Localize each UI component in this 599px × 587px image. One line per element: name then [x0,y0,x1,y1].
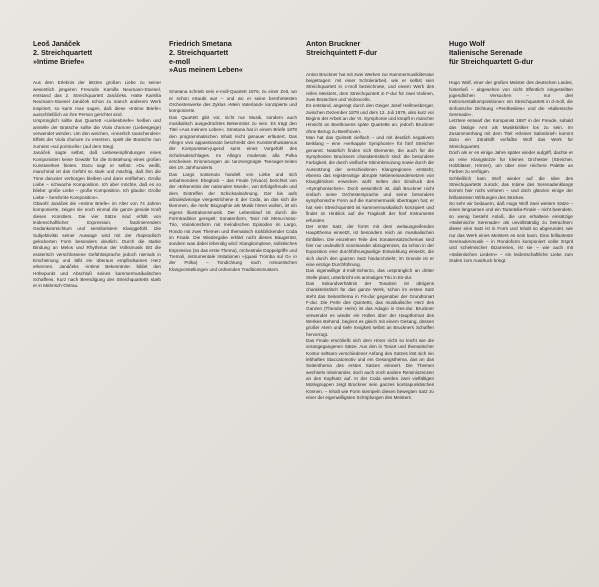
work-subtitle: »Intime Briefe« [33,56,85,66]
paragraph: Ursprünglich sollte das Quartett »Liebesbriefe« heißen und anstelle der Bratsche sollte die Viola d'amore (Liebesgeige) verwendet werden. Um den weichen, »innerlich rauschenden« Effekt der Viola d'amore zu ersetzen, spielt die Bratsche nun zumeist »sul ponticello« (auf dem Steg). [33,118,161,149]
paragraph: Doch als er es einige Jahre später wieder aufgriff, dachte er an eine Klangskizze für kleines Orchester (Streicher, Holzbläser, Hörner), um über eine reichere Palette an Farben zu verfügen. [449,150,573,175]
paragraph: Hugo Wolf, einer der großen Meister des deutschen Liedes, hinterließ – abgesehen von nicht öffentlich eingestellten jugendlichen Versuchen – nur drei Instrumentalkompositionen: ein Streichquartett in d-moll, die sinfonische Dichtung »Penthesilea« und die »Italienische Serenade«. [449,80,573,118]
work-title: Italienische Serenade [449,47,523,57]
column-wolf [449,40,573,264]
composer-name: Friedrich Smetana [169,39,232,48]
composer-name: Leoš Janáček [33,39,81,48]
column-body [449,80,573,264]
column-body [169,89,297,273]
column-janacek [33,40,161,290]
paragraph: Das eigenwillige d-moll-Scherzo, das ursprünglich an dritter Stelle plant, unterbricht ein anmutiges Trio in Es-dur. [306,268,434,280]
paragraph: Smetana schrieb sein e-moll-Quartett 1876, zu einer Zeit, wo er schon ertaubt war – und wo er seine berühmtesten Orchesterwerke des Zyklus »Mein Vaterland« konzipierte und komponierte. [169,89,297,114]
paragraph: Schließlich kam Wolf wieder auf die Idee des Streichquartetts zurück; das Intime des Serenadenklangs kommt hier nicht verloren – und doch glänzen einige der brillantesten Wirkungen des Stückes. [449,175,573,200]
column-smetana [169,40,297,273]
column-body [306,72,434,402]
column-heading [449,40,573,66]
column-heading [306,40,434,58]
paragraph: Man hat das Quintett vielfach – und mit deutlich negativem Beiklang – eine »verkappte Symphonie« für fünf Streicher genannt. Natürlich finden sich Elemente, die auch für die Symphonien Bruckners charakteristisch sind: die besondere Farbigkeit, die durch vielfache Stimmkreuzung sowie durch die Ausnützung der verschiedenen Klangregionen entsteht, ebenso das registerartige abrupte Nebeneinandersetzen von Klangblöcken erwecken wohl selten den Eindruck des »Symphonischen«. Doch wesentlich ist, daß Bruckner nicht einfach seine Orchestersprache und seine besondere symphonische Form auf die Kammermusik übertragen hat; er hat sein Streichquintett ist kammermusikalisch konzipiert und findet im Hinblick auf die Tragkraft der fünf Instrumente erfunden. [306,135,434,223]
paragraph: Anton Bruckner hat mit zwei Werken zur Kammermusikliteratur beigetragen: mit einer Schülerarbeit, wie er selbst sein Streichquartett in c-moll bezeichnete, und einem Werk des reifen Meisters, dem Streichquintett in F-dur für zwei Violinen, zwei Bratschen und Violoncello. [306,71,434,102]
work-title: 2. Streichquartett [169,47,229,57]
work-subtitle: »Aus meinem Leben« [169,65,243,75]
column-bruckner [306,40,434,401]
paragraph: Der erste Satz, der formt mit dem weitausgreifenden Hauptthema einsetzt, ist besonders reich an musikalischen Einfällen. Die einzelnen Teile des Sonatensatzschemas sind hier nur undeutlich voneinander abzugrenzen, da schon in der Exposition eine durchführungsartige Entwicklung einsetzt, die sich durch den ganzen Satz hindurchzieht; im Grunde ist er eine einzige Durchführung. [306,223,434,267]
paragraph: Das Largo sostenuto handelt von Liebe und sich anbahnendem Eheglück – das Finale (Vivace) berichtet von der »Erkenntnis der nationalen Musik«, von Erfolgsfreude und dem Eintreffen der Schicksalsahnung. Der bis aufs allzuleidvinnige viergestrichene E der Coda, an das sich die klemmen, die mehr Biographie als Musik hören wollen, ist ein eigens illustrationsmusik. Der Lebenslauf ist durch die Formtradition geregelt: Sonatenform, Tanz mit Menu-moso-Trio, Variationsform mit melodischen Episoden im Largo, Rondo mit zwei Themen und thematisch rückblickender Coda im Finale. Die Wiedergabe erklärt nicht dieses Baugerüst, sondern was dabei lebendig wird: Klangkomplexe, solistisches Espressivo (so das erste Thema), orchestrale Doppelgriffe und Tremoli, instrumentale Imitationen »(quasi Tromba sul G« in der Polka) – Tondichtung nach romantischen Klangvorstellungen und ordnenden Traditionsmustern. [169,171,297,272]
composer-name: Hugo Wolf [449,39,485,48]
paragraph: Das Finale erschließt sich dem Hörer nicht so leicht wie die vorangegangenen Sätze. Aus den in Tonart und thematischer Kontur seltsam verschiedener Anfang des Satzes löst sich ein lebhaftes Staccatomotiv und ein Gesangsthema, das an das Seitenthema des ersten Satzes erinnert. Die Themen wechseln miteinander, doch auch noch andere Reminiszenzen an den Kopfsatz auf. In der Coda werden zwei vielfältigen Motivgruppen zeigt Bruckner sein ganzes kontrapunktisches Können. – Inhalt wie Form stempeln diesen bewegten Satz zu einer der eigenwilligsten Schöpfungen des Meisters. [306,338,434,401]
paragraph: Letztere entwarf der Komponist 1887 in der Freude, sobald das lästige Amt als Musikkritiker los zu sein. Im Zusammenhang mit dem Titel »Kleiner Salonbrief« kommt dazu ein Zündstift verfaßte Wolf das Werk für Streichquartett. [449,118,573,149]
paragraph: Janáček sagte selbst, daß Liebesempfindungen eines Komponisten keine Gewähr für die Entstehung eines großen Kunstwerkes bieten. Dazu sagt er selbst: »Du weißt, manchmal ist das Gefühl so stark und mächtig, daß ihm die Töne darunter verborgen bleiben und dann entfliehen. Große Liebe – schwache Komposition. Ich aber möchte, daß es so bliebe: große Liebe – große Komposition. Ich glaube: Große Liebe – berühmte Komposition«. [33,150,161,200]
work-subtitle: für Streichquartett G-dur [449,56,534,66]
column-body [33,80,161,289]
paragraph: Obwohl Janáček die »Intime Briefe« im Alter von 74 Jahren komponierte, zeigen sie noch einmal die ganze geniale Kraft dieses Künstlers. Die vier Sätze sind erfüllt von leidenschaftlicher Expression, faszinierendem Gedankenreichtum und sensibelstem Klanggefühl. Die Subjektivität seiner Aussage wird mit der rhapsodisch gelockerten Form besonders deutlich. Durch die starke Bindung an Melos und Rhythmus der Volksmusik tritt die esoterisch verschlossene Gefühlssprache jedoch niemals in Erscheinung und läßt ein überaus empfindsames Herz erkennen. Janáčeks »intime Bekenntnis« bildet den Höhepunkt und Abschluß seines kammermusikalischen Schaffens. Kurz nach Beendigung des Streichquartetts starb er in Mährisch-Ostrau. [33,200,161,289]
work-title: Streichquintett F-dur [306,47,378,57]
column-heading [33,40,161,66]
column-heading [169,40,297,75]
work-title: 2. Streichquartett [33,47,93,57]
paragraph: Aus dem Erlebnis der letzten großen Liebe zu seiner wesentlich jüngeren Freundin Kamilla Neumann-Stoesel, entstand das 2. Streichquartett Janáčeks. Hatte Kamilla Neumann-Stoesel Janáček schon zu manch anderem Werk inspiriert, so kann man sagen, daß diese »Intime Briefe« ausschließlich an ihre Person gerichtet sind. [33,80,161,118]
paragraph: So sehr wir bedauern, daß Hugo Wolf zwei weitere Sätze – einen langsamen und ein Tarantella-Finale – nicht beendete, so wenig besteht Anlaß, die uns erhaltene einsätzige »Italienische Serenade« als unvollständig zu betrachten: dieser eine Satz ist in Form und Inhalt so abgerundet, wie nur das Werk eines Meisters es sein kann. Eine brillanteste Serenadenmusik – in Rondoform komponiert voller Esprit und schelmischer Bizarrerien, ist sie – wie auch mit »Italienischen Liedern« – ein leidenschaftliche Liebe zum Süden zum Ausdruck bringt. [449,200,573,264]
work-key: e-moll [169,56,191,66]
paragraph: Das Quartett gibt vor, nicht nur Musik, sondern auch musikalisch ausgedrücktes Bekenntnis zu sein. Es trägt den Titel »Aus meinem Leben«. Smetana hat in einem Briefe 1878 den programmatischen Inhalt recht genauer erläutert. Das Allegro vivo appassionato beschreibt den Kunstenthusiasmus der Komponisten-jugend samt eines Vorgefühl des Schicksalsschlages. Im Allegro moderato alla Polka erscheinen Erinnerungen an tanzvergnügte Teenager-zeiten des 19. Jahrhunderts. [169,114,297,171]
composer-name: Anton Bruckner [306,39,361,48]
paragraph: Es entstand, angeregt durch den Geiger Josef Hellmesberger, zwischen Dezember 1878 und dem 12. Juli 1879, also kurz vor Beginn der Arbeit an der VI. Symphonie und knüpft in mancher Hinsicht an Beethovens späte Quartette an, jedoch Bruckner ohne Bezug zu Beethoven. [306,103,434,134]
paragraph: Das Sekundverhältnis der Tonarten ist übrigens charakteristisch für das ganze Werk, schon im ersten Satz steht das Seitenthema in Fis-dur gegenüber der Grundtonart F-dur. Die Perle des Quintetts, das musikalische Herz des Ganzen (Theodor Helm) ist das Adagio in Ges-dur. Bruckner verwendet es wieder ein Hüllen über der Hauptformat des Werkes stehend, beginnt es gleich mit einem Gesang, dessen großer Atem und tiefe Innigkeit selbst an Bruckners Schaffen hervorragt. [306,280,434,337]
